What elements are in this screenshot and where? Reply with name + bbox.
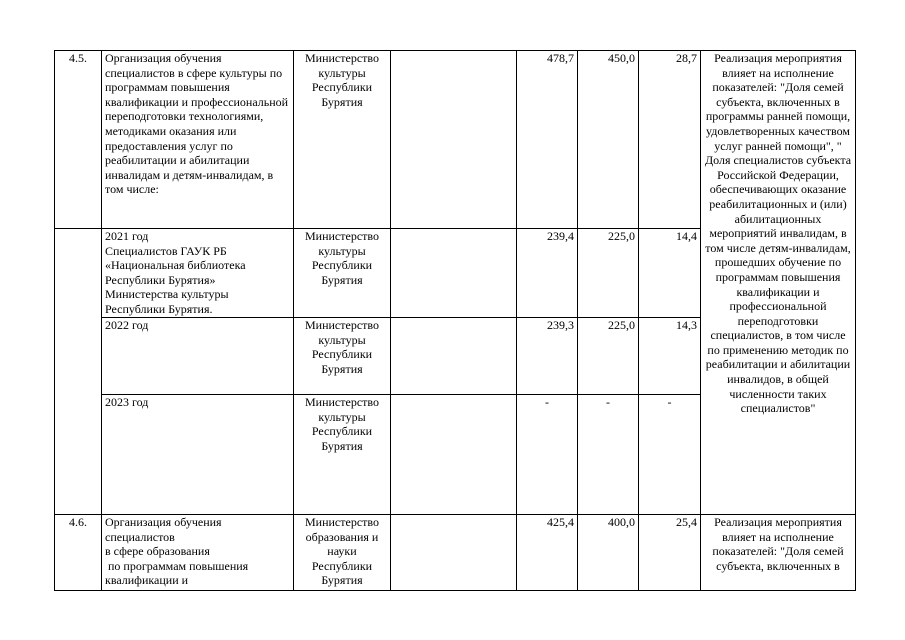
value-1: - [578, 395, 639, 515]
value-2: 28,7 [639, 51, 701, 229]
value-2: 14,4 [639, 229, 701, 318]
total-value: 239,4 [517, 229, 578, 318]
value-1: 225,0 [578, 229, 639, 318]
total-value: 239,3 [517, 318, 578, 395]
measure-description: Организация обучения специалистов в сфере культуры по программам повышения квалификации и профессиональной переподготовки технологиями, методиками оказания или предоставления услуг по реабилитации и абилитации инвалидам и детям-инвалидам, в том числе: [102, 51, 294, 229]
executor-cell: Министерство культуры Республики Бурятия [294, 229, 391, 318]
number-cell-empty [55, 395, 102, 515]
measure-description: 2021 год Специалистов ГАУК РБ «Национальная библиотека Республики Бурятия» Министерства культуры Республики Бурятия. [102, 229, 294, 318]
value-2: 25,4 [639, 515, 701, 591]
empty-cell [391, 515, 517, 591]
table-row [55, 51, 856, 229]
measure-description: Организация обучения специалистов в сфере образования по программам повышения квалификации и [102, 515, 294, 591]
measures-table [54, 50, 856, 591]
number-cell-empty [55, 229, 102, 318]
total-value: 425,4 [517, 515, 578, 591]
row-number: 4.5. [55, 51, 102, 229]
value-2: - [639, 395, 701, 515]
result-cell: Реализация мероприятия влияет на исполнение показателей: "Доля семей субъекта, включенных в [701, 515, 856, 591]
value-2: 14,3 [639, 318, 701, 395]
empty-cell [391, 318, 517, 395]
table-row [55, 515, 856, 591]
result-cell: Реализация мероприятия влияет на исполнение показателей: "Доля семей субъекта, включенных в программы ранней помощи, удовлетворенных качеством услуг ранней помощи", " Доля специалистов субъекта Российской Федерации, обеспечивающих оказание реабилитационных и (или) абилитационных мероприятий инвалидам, в том числе детям-инвалидам, прошедших обучение по программам повышения квалификации и профессиональной переподготовки специалистов, в том числе по применению методик по реабилитации и абилитации инвалидов, в общей численности таких специалистов" [701, 51, 856, 515]
value-1: 400,0 [578, 515, 639, 591]
measure-description: 2022 год [102, 318, 294, 395]
executor-cell: Министерство культуры Республики Бурятия [294, 51, 391, 229]
executor-cell: Министерство образования и науки Республики Бурятия [294, 515, 391, 591]
value-1: 450,0 [578, 51, 639, 229]
measure-description: 2023 год [102, 395, 294, 515]
executor-cell: Министерство культуры Республики Бурятия [294, 395, 391, 515]
number-cell-empty [55, 318, 102, 395]
row-number: 4.6. [55, 515, 102, 591]
empty-cell [391, 395, 517, 515]
total-value: 478,7 [517, 51, 578, 229]
total-value: - [517, 395, 578, 515]
empty-cell [391, 51, 517, 229]
empty-cell [391, 229, 517, 318]
value-1: 225,0 [578, 318, 639, 395]
executor-cell: Министерство культуры Республики Бурятия [294, 318, 391, 395]
